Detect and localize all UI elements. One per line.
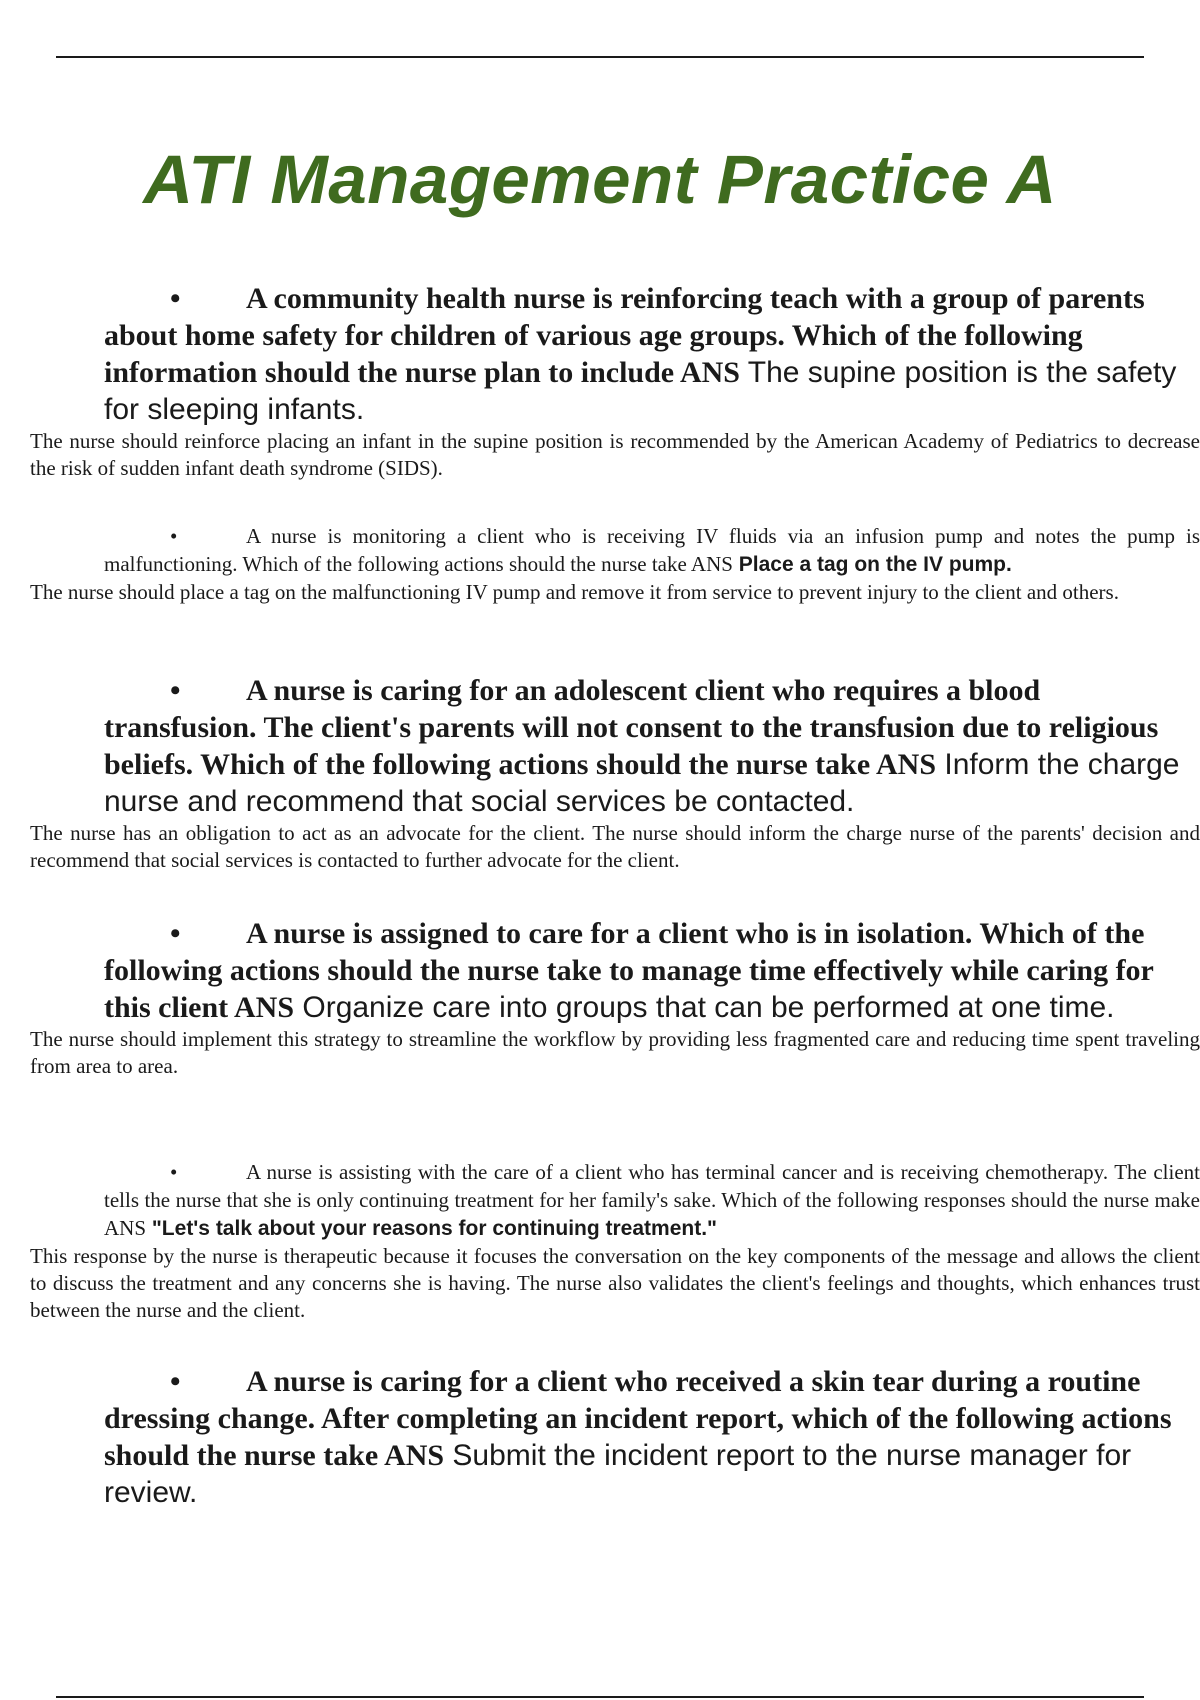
rationale-1: The nurse should reinforce placing an infant in the supine position is recommended by the American Academy of Pediatrics to decrease the risk of sudden infant death syndrome (SIDS). bbox=[30, 429, 1200, 480]
question-2 bbox=[30, 522, 1200, 579]
qa-item-1 bbox=[30, 280, 1200, 482]
bullet-icon: • bbox=[170, 524, 178, 548]
qa-item-2 bbox=[30, 522, 1200, 606]
qa-item-4 bbox=[30, 915, 1200, 1080]
answer-text-2: Place a tag on the IV pump. bbox=[732, 553, 1012, 576]
top-divider bbox=[56, 56, 1144, 58]
rationale-2: The nurse should place a tag on the malfunctioning IV pump and remove it from service to prevent injury to the client and others. bbox=[30, 580, 1119, 604]
rationale-3: The nurse has an obligation to act as an advocate for the client. The nurse should inform the charge nurse of the parents' decision and recommend that social services is contacted to further advocate for the client. bbox=[30, 821, 1200, 872]
bottom-divider bbox=[56, 1696, 1144, 1698]
question-text-4: A nurse is assigned to care for a client who is in isolation. Which of the following actions should the nurse take to manage time effectively while caring for this client ANS bbox=[104, 917, 1154, 1024]
rationale-5: This response by the nurse is therapeutic because it focuses the conversation on the key components of the message and allows the client to discuss the treatment and any concerns she is having. The nurse also validates the client's feelings and thoughts, which enhances trust between the nurse and the client. bbox=[30, 1244, 1200, 1322]
bullet-icon: • bbox=[170, 1365, 181, 1398]
rationale-4: The nurse should implement this strategy to streamline the workflow by providing less fragmented care and reducing time spent traveling from area to area. bbox=[30, 1027, 1200, 1078]
question-6 bbox=[30, 1363, 1200, 1511]
bullet-icon: • bbox=[170, 674, 181, 707]
qa-item-5 bbox=[30, 1158, 1200, 1324]
answer-text-5: "Let's talk about your reasons for continuing treatment." bbox=[146, 1217, 717, 1240]
question-4 bbox=[30, 915, 1200, 1026]
answer-text-4: Organize care into groups that can be performed at one time. bbox=[294, 991, 1115, 1024]
answer-text-3: Inform the charge nurse and recommend that social services be contacted. bbox=[104, 748, 1180, 818]
answer-text-1: The supine position is the safety for sleeping infants. bbox=[104, 356, 1177, 426]
qa-item-6 bbox=[30, 1363, 1200, 1511]
document-title: ATI Management Practice A bbox=[143, 141, 1057, 218]
bullet-icon: • bbox=[170, 1160, 178, 1184]
question-text-2: A nurse is monitoring a client who is receiving IV fluids via an infusion pump and notes the pump is malfunctioning. Which of the following actions should the nurse take ANS bbox=[104, 524, 1200, 576]
qa-item-3 bbox=[30, 672, 1200, 874]
question-3 bbox=[30, 672, 1200, 820]
question-5 bbox=[30, 1158, 1200, 1243]
question-text-5: A nurse is assisting with the care of a client who has terminal cancer and is receiving chemotherapy. The client tells the nurse that she is only continuing treatment for her family's sake. Which of the following responses should the nurse make ANS bbox=[104, 1160, 1200, 1240]
question-text-1: A community health nurse is reinforcing teach with a group of parents about home safety for children of various age groups. Which of the following information should the nurse plan to include ANS bbox=[104, 282, 1145, 389]
question-text-3: A nurse is caring for an adolescent client who requires a blood transfusion. The client's parents will not consent to the transfusion due to religious beliefs. Which of the following actions should the nurse take ANS bbox=[104, 674, 1159, 781]
question-1 bbox=[30, 280, 1200, 428]
bullet-icon: • bbox=[170, 917, 181, 950]
answer-text-6: Submit the incident report to the nurse manager for review. bbox=[104, 1439, 1132, 1509]
question-text-6: A nurse is caring for a client who received a skin tear during a routine dressing change. After completing an incident report, which of the following actions should the nurse take ANS bbox=[104, 1365, 1172, 1472]
bullet-icon: • bbox=[170, 282, 181, 315]
